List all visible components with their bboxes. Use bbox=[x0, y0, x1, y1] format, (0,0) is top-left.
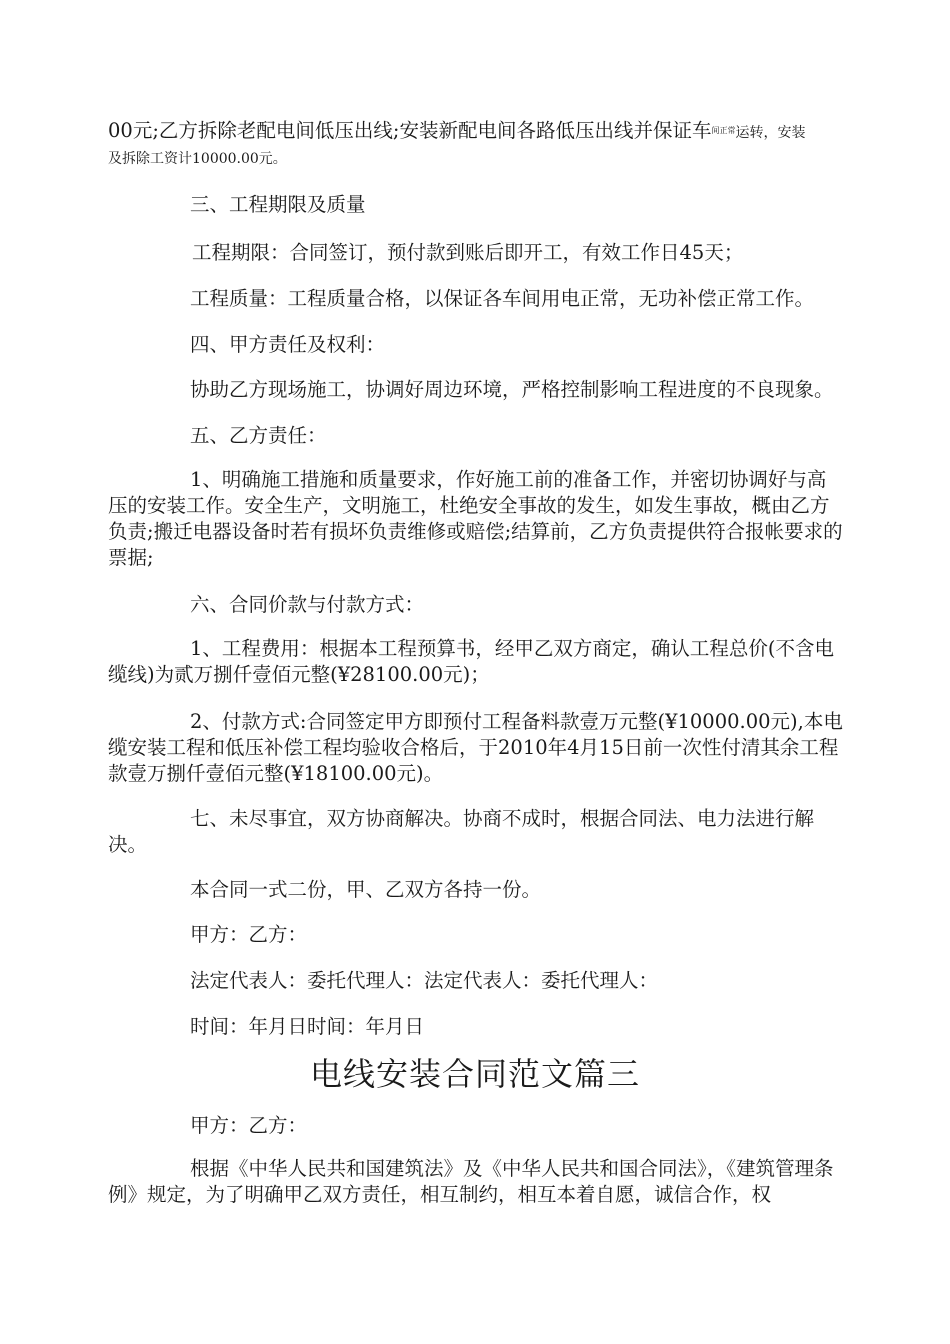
paragraph-text-small: 运转，安装 bbox=[735, 125, 806, 141]
tiny-text: 间正常 bbox=[711, 126, 736, 135]
section-title: 电线安装合同范文篇三 bbox=[309, 1055, 640, 1093]
paragraph-copies: 本合同一式二份，甲、乙双方各持一份。 bbox=[190, 878, 542, 901]
paragraph-legal-basis: 根据《中华人民共和国建筑法》及《中华人民共和国合同法》，《建筑管理条例》规定，为了明确甲乙双方责任，相互制约，相互本着自愿，诚信合作，权 bbox=[108, 1157, 834, 1206]
paragraph-representatives: 法定代表人：委托代理人：法定代表人：委托代理人： bbox=[190, 969, 659, 992]
paragraph-section6-item1: 1、工程费用：根据本工程预算书，经甲乙双方商定，确认工程总价(不含电缆线)为贰万捌仟壹佰元整(¥28100.00元)； bbox=[108, 637, 835, 686]
section-heading-6: 六、合同价款与付款方式： bbox=[190, 593, 425, 616]
paragraph-wage-line bbox=[108, 118, 843, 146]
paragraph-section4-body: 协助乙方现场施工，协调好周边环境，严格控制影响工程进度的不良现象。 bbox=[190, 378, 834, 401]
paragraph-parties: 甲方：乙方： bbox=[190, 923, 308, 946]
section-heading-4: 四、甲方责任及权利： bbox=[190, 333, 386, 356]
section-heading-3: 三、工程期限及质量 bbox=[190, 193, 366, 216]
paragraph-parties-2: 甲方：乙方： bbox=[190, 1114, 308, 1137]
paragraph-time: 时间：年月日时间：年月日 bbox=[190, 1015, 425, 1038]
paragraph-section7: 七、未尽事宜，双方协商解决。协商不成时，根据合同法、电力法进行解决。 bbox=[108, 807, 815, 856]
paragraph-section5-item1: 1、明确施工措施和质量要求，作好施工前的准备工作，并密切协调好与高压的安装工作。安全生产，文明施工，杜绝安全事故的发生，如发生事故，概由乙方负责;搬迁电器设备时若有损坏负责维修或赔偿;结算前，乙方负责提供符合报帐要求的票据; bbox=[108, 468, 843, 569]
paragraph-section6-item2: 2、付款方式:合同签定甲方即预付工程备料款壹万元整(¥10000.00元),本电缆安装工程和低压补偿工程均验收合格后，于2010年4月15日前一次性付清其余工程款壹万捌仟壹佰元整(¥18100.00元)。 bbox=[108, 710, 843, 785]
paragraph-text: 00元;乙方拆除老配电间低压出线;安装新配电间各路低压出线并保证车 bbox=[108, 119, 712, 142]
paragraph-period: 工程期限：合同签订，预付款到账后即开工，有效工作日45天； bbox=[192, 241, 744, 264]
paragraph-quality: 工程质量：工程质量合格，以保证各车间用电正常，无功补偿正常工作。 bbox=[190, 287, 815, 310]
paragraph-wage-total: 及拆除工资计10000.00元。 bbox=[108, 151, 287, 167]
section-heading-5: 五、乙方责任： bbox=[190, 424, 327, 447]
